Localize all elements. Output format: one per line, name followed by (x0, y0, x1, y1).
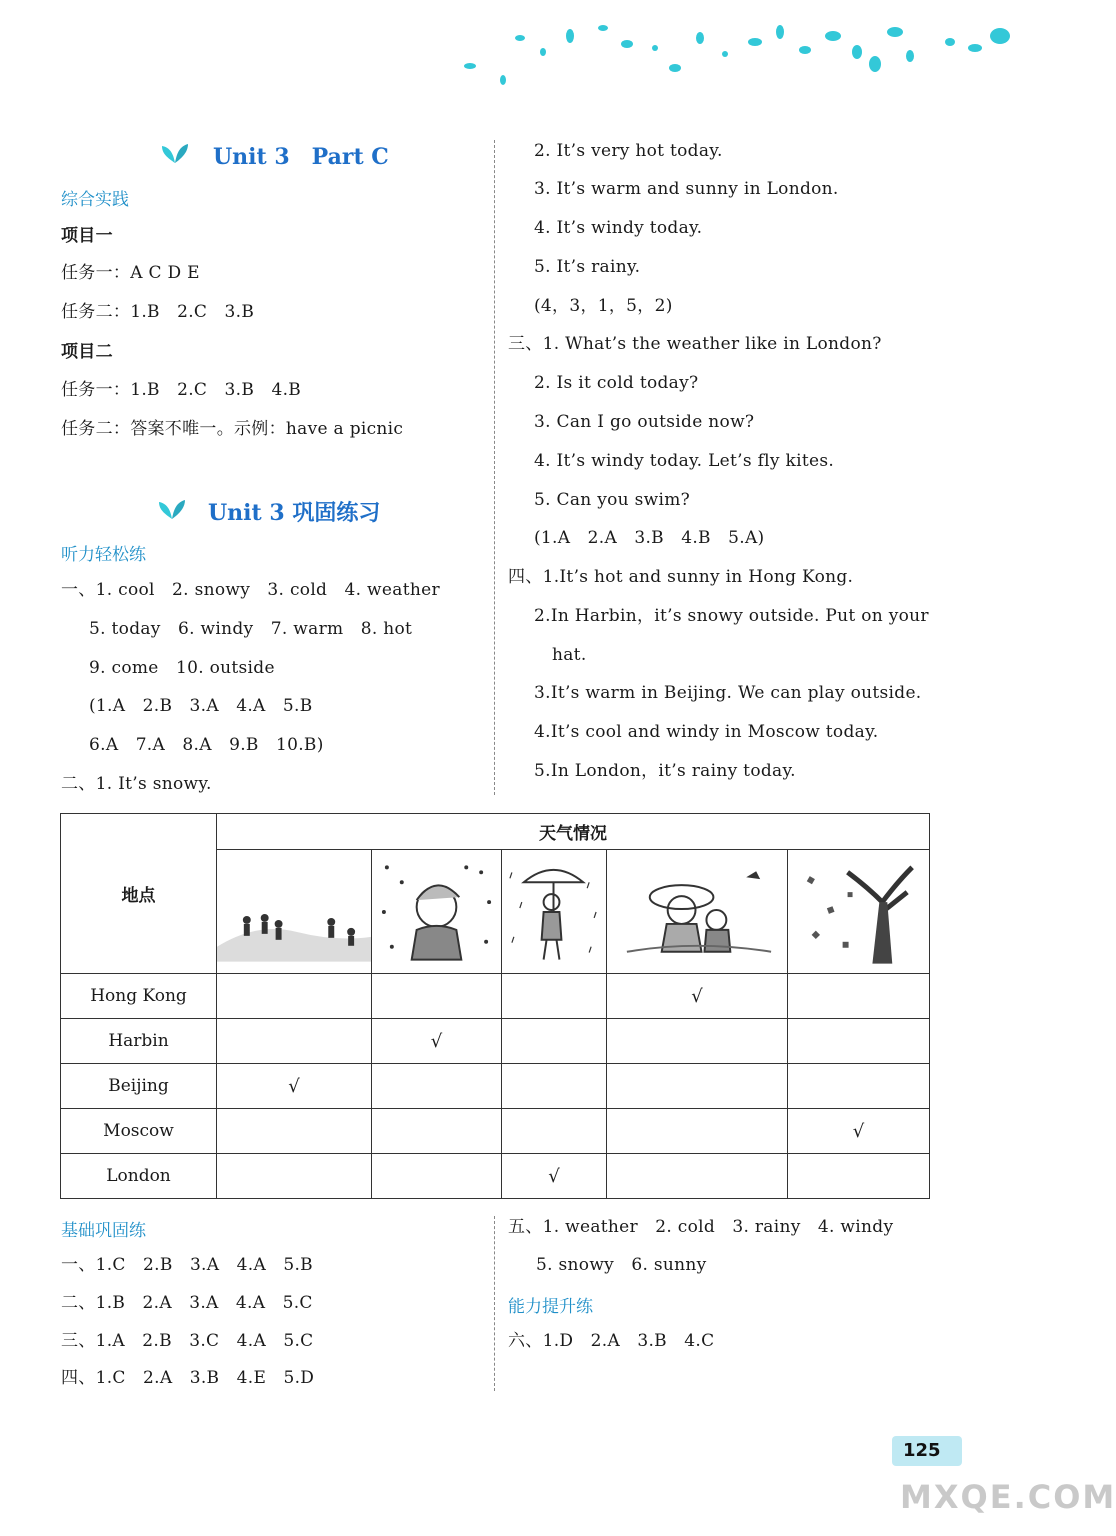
check-cell (502, 1064, 607, 1109)
right-line-15: 3.It’s warm in Beijing. We can play outside. (534, 683, 922, 703)
decorative-leaves (455, 8, 1025, 88)
watermark: MXQE.COM (900, 1478, 1116, 1516)
check-cell (502, 974, 607, 1019)
pic-warm-scene (217, 850, 372, 974)
unit-title-consolidation: Unit 3 巩固练习 (208, 500, 381, 526)
check-cell (502, 1019, 607, 1064)
column-divider (494, 140, 495, 795)
project-one-task-two: 任务二：1.B 2.C 3.B (61, 302, 255, 322)
place-cell: Hong Kong (61, 974, 217, 1019)
project-two-task-one: 任务一：1.B 2.C 3.B 4.B (61, 380, 302, 400)
listening-q1-line4: (1.A 2.B 3.A 4.A 5.B (89, 696, 313, 716)
warm-scene-picture (217, 852, 371, 972)
place-cell: London (61, 1154, 217, 1199)
check-cell: √ (217, 1064, 372, 1109)
pic-sunny-scene (607, 850, 788, 974)
check-cell: √ (372, 1019, 502, 1064)
table-row (61, 1064, 930, 1109)
check-cell (607, 1154, 788, 1199)
right-line-9: 4. It’s windy today. Let’s fly kites. (534, 451, 835, 471)
right-line-6: 三、1. What’s the weather like in London? (508, 334, 882, 354)
project-one: 项目一 (61, 226, 113, 246)
weather-header: 天气情况 (217, 814, 930, 850)
check-cell (502, 1109, 607, 1154)
check-cell: √ (788, 1109, 930, 1154)
check-cell: √ (607, 974, 788, 1019)
listening-q1-line3: 9. come 10. outside (89, 658, 275, 678)
section-listening: 听力轻松练 (61, 545, 146, 565)
check-cell (607, 1019, 788, 1064)
check-cell (788, 1154, 930, 1199)
snowy-scene-picture (372, 852, 501, 972)
basic-line-1: 一、1.C 2.B 3.A 4.A 5.B (61, 1255, 313, 1275)
listening-q1-line2: 5. today 6. windy 7. warm 8. hot (89, 619, 413, 639)
table-row (61, 1019, 930, 1064)
leaf-icon (157, 498, 187, 520)
place-cell: Beijing (61, 1064, 217, 1109)
right-line-3: 4. It’s windy today. (534, 218, 703, 238)
check-cell (372, 1109, 502, 1154)
right-line-16: 4.It’s cool and windy in Moscow today. (534, 722, 879, 742)
basic-line-2: 二、1.B 2.A 3.A 4.A 5.C (61, 1293, 313, 1313)
check-cell (372, 1064, 502, 1109)
right-line-1: 2. It’s very hot today. (534, 141, 723, 161)
right-line-14: hat. (552, 645, 587, 665)
check-cell (788, 974, 930, 1019)
section-ability-improvement: 能力提升练 (508, 1297, 593, 1317)
right-line-17: 5.In London，it’s rainy today. (534, 761, 796, 781)
check-cell (217, 1109, 372, 1154)
check-cell (372, 974, 502, 1019)
ability-line-1: 六、1.D 2.A 3.B 4.C (508, 1331, 715, 1351)
right-line-11: (1.A 2.A 3.B 4.B 5.A) (534, 528, 765, 548)
basic-line-4: 四、1.C 2.A 3.B 4.E 5.D (61, 1368, 315, 1388)
check-cell (607, 1064, 788, 1109)
check-cell (788, 1019, 930, 1064)
check-cell (788, 1064, 930, 1109)
basic-line-3: 三、1.A 2.B 3.C 4.A 5.C (61, 1331, 314, 1351)
right-line-8: 3. Can I go outside now? (534, 412, 755, 432)
check-cell (372, 1154, 502, 1199)
check-cell (607, 1109, 788, 1154)
unit-title-part-c: Unit 3 Part C (213, 144, 389, 170)
basic-line-6: 5. snowy 6. sunny (536, 1255, 707, 1275)
pic-rainy-scene (502, 850, 607, 974)
weather-table (60, 813, 930, 1199)
listening-q1-line5: 6.A 7.A 8.A 9.B 10.B) (89, 735, 324, 755)
place-cell: Harbin (61, 1019, 217, 1064)
place-header: 地点 (61, 814, 217, 974)
section-basic-consolidation: 基础巩固练 (61, 1221, 146, 1241)
project-two-task-two: 任务二：答案不唯一。示例：have a picnic (61, 419, 404, 439)
check-cell (217, 1019, 372, 1064)
windy-scene-picture (788, 852, 929, 972)
project-one-task-one: 任务一：A C D E (61, 263, 200, 283)
rainy-scene-picture (502, 852, 606, 972)
sunny-scene-picture (607, 852, 787, 972)
check-cell (217, 974, 372, 1019)
right-line-10: 5. Can you swim? (534, 490, 691, 510)
right-line-2: 3. It’s warm and sunny in London. (534, 179, 839, 199)
basic-line-5: 五、1. weather 2. cold 3. rainy 4. windy (508, 1217, 894, 1237)
listening-q1-line1: 一、1. cool 2. snowy 3. cold 4. weather (61, 580, 440, 600)
leaf-icon (160, 142, 190, 164)
right-line-5: (4，3，1，5，2) (534, 296, 673, 316)
page-number: 125 (903, 1440, 941, 1461)
pic-windy-scene (788, 850, 930, 974)
listening-q2-line1: 二、1. It’s snowy. (61, 774, 212, 794)
right-line-7: 2. Is it cold today? (534, 373, 699, 393)
check-cell (217, 1154, 372, 1199)
table-row (61, 1109, 930, 1154)
place-cell: Moscow (61, 1109, 217, 1154)
pic-snowy-scene (372, 850, 502, 974)
column-divider-bottom (494, 1216, 495, 1391)
section-comprehensive-practice: 综合实践 (61, 190, 129, 210)
project-two: 项目二 (61, 342, 113, 362)
right-line-12: 四、1.It’s hot and sunny in Hong Kong. (508, 567, 854, 587)
table-row (61, 1154, 930, 1199)
right-line-4: 5. It’s rainy. (534, 257, 641, 277)
table-row (61, 974, 930, 1019)
check-cell: √ (502, 1154, 607, 1199)
right-line-13: 2.In Harbin，it’s snowy outside. Put on your (534, 606, 929, 626)
